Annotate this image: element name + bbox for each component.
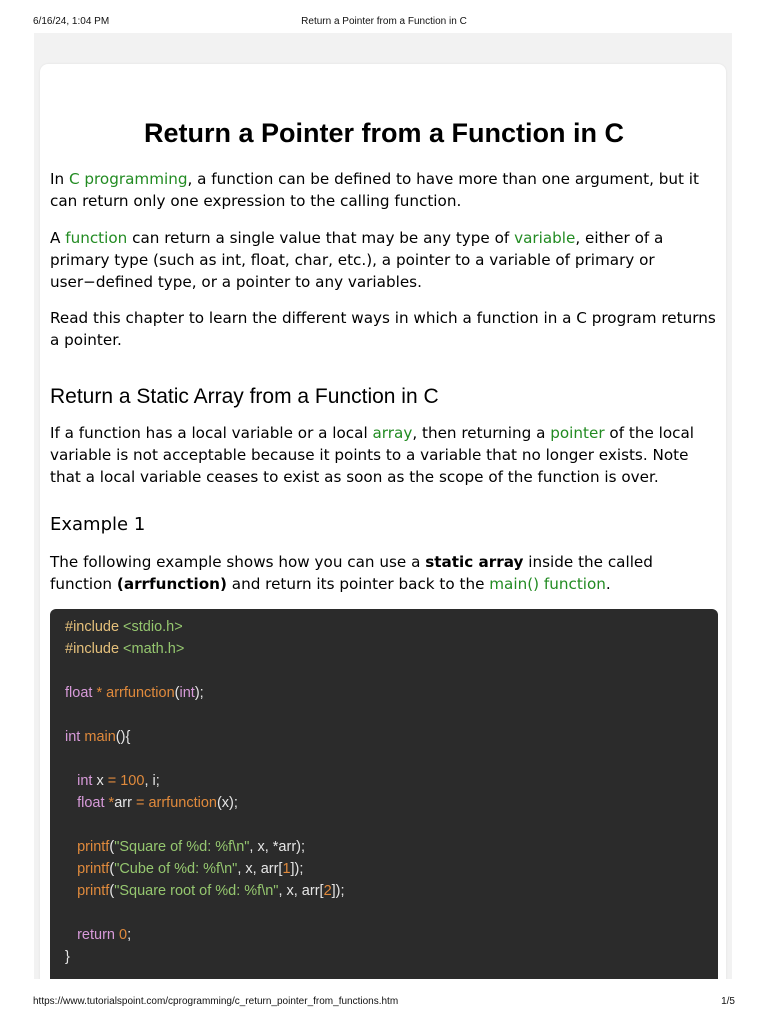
intro-paragraph: [50, 168, 718, 212]
code-line: [65, 880, 718, 902]
text: inside the called function: [50, 553, 653, 593]
code-token: int: [77, 773, 93, 789]
print-date: 6/16/24, 1:04 PM: [33, 16, 110, 27]
link-variable[interactable]: variable: [514, 229, 576, 247]
text: of the local variable is not acceptable because it points to a variable that no longer exists. Note that a local variable ceases to exist as soon as the scope of the function is over.: [50, 424, 695, 486]
code-token: , x, arr[: [237, 861, 283, 877]
code-token: , x, arr[: [278, 883, 324, 899]
function-paragraph: [50, 227, 718, 293]
link-main-function[interactable]: main() function: [489, 575, 606, 593]
link-pointer[interactable]: pointer: [550, 424, 605, 442]
code-token: ;: [127, 927, 132, 943]
code-line: [65, 638, 718, 660]
page-title: Return a Pointer from a Function in C: [143, 118, 624, 148]
text: , a function can be defined to have more than one argument, but it can return only one expression to the calling function.: [50, 170, 699, 210]
link-c-programming[interactable]: C programming: [68, 170, 188, 188]
code-token: <math.h>: [123, 641, 185, 657]
text: .: [605, 575, 611, 593]
code-token: [65, 927, 77, 943]
code-token: [65, 883, 77, 899]
text: A: [50, 229, 66, 247]
link-function[interactable]: function: [65, 229, 128, 247]
code-token: [65, 795, 77, 811]
code-token: float: [65, 685, 93, 701]
code-token: 0: [119, 927, 128, 943]
code-token: *: [108, 795, 115, 811]
code-line: [65, 682, 718, 704]
code-token: 2: [323, 883, 332, 899]
code-line: [65, 792, 718, 814]
text: , then returning a: [412, 424, 551, 442]
code-line: [65, 726, 718, 748]
code-token: printf: [77, 883, 110, 899]
print-url: https://www.tutorialspoint.com/cprogramming/c_return_pointer_from_functions.htm: [33, 996, 399, 1007]
code-token: #include: [65, 619, 120, 635]
code-token: (: [174, 685, 180, 701]
code-line: [65, 616, 718, 638]
print-header: [0, 0, 768, 32]
code-line: [65, 924, 718, 946]
code-token: main: [84, 729, 116, 745]
code-token: (x);: [216, 795, 238, 811]
code-line: [65, 902, 718, 924]
print-page-number: 1/5: [721, 996, 735, 1007]
bold-text: static array: [425, 553, 524, 571]
example-paragraph: [50, 551, 718, 595]
text: can return a single value that may be any type of: [127, 229, 515, 247]
static-array-paragraph: [50, 422, 718, 488]
code-token: float: [77, 795, 105, 811]
print-footer: [0, 994, 768, 1024]
code-token: <stdio.h>: [123, 619, 183, 635]
code-token: , x, *arr);: [249, 839, 306, 855]
bold-text: (arrfunction): [116, 575, 227, 593]
code-token: 100: [120, 773, 145, 789]
code-line: [65, 748, 718, 770]
code-token: }: [65, 949, 70, 965]
code-line: [65, 814, 718, 836]
code-block[interactable]: [50, 609, 718, 979]
code-token: ]);: [331, 883, 345, 899]
code-token: , i;: [144, 773, 160, 789]
code-token: (: [109, 839, 115, 855]
code-token: return: [77, 927, 115, 943]
code-token: [65, 773, 77, 789]
code-line: [65, 660, 718, 682]
code-token: );: [194, 685, 204, 701]
text: If a function has a local variable or a local: [50, 424, 373, 442]
text: The following example shows how you can use a: [50, 553, 426, 571]
code-line: [65, 770, 718, 792]
code-token: [65, 839, 77, 855]
chapter-paragraph: Read this chapter to learn the different ways in which a function in a C program returns a pointer.: [50, 309, 716, 349]
code-token: [65, 861, 77, 877]
code-token: =: [135, 795, 145, 811]
code-token: 1: [282, 861, 291, 877]
code-token: arrfunction: [148, 795, 217, 811]
code-token: #include: [65, 641, 120, 657]
code-token: arr: [114, 795, 136, 811]
section-heading: Return a Static Array from a Function in C: [50, 385, 439, 408]
code-token: *: [96, 685, 103, 701]
code-token: int: [179, 685, 195, 701]
code-token: x: [92, 773, 108, 789]
code-line: [65, 704, 718, 726]
code-line: [65, 946, 718, 968]
code-line: [65, 858, 718, 880]
text: , either of a primary type (such as int, float, char, etc.), a pointer to a variable of primary or user−defined type, or a pointer to any variables.: [50, 229, 664, 291]
code-token: =: [107, 773, 117, 789]
code-token: (: [109, 883, 115, 899]
code-line: [65, 836, 718, 858]
link-array[interactable]: array: [372, 424, 413, 442]
code-token: "Square root of %d: %f\n": [114, 883, 279, 899]
text: In: [50, 170, 69, 188]
text: and return its pointer back to the: [226, 575, 490, 593]
article-card: [40, 64, 726, 979]
print-doc-title: Return a Pointer from a Function in C: [301, 16, 467, 27]
code-token: "Square of %d: %f\n": [114, 839, 250, 855]
page-viewport: [34, 33, 732, 979]
code-token: (){: [115, 729, 131, 745]
code-token: int: [65, 729, 81, 745]
code-token: printf: [77, 839, 110, 855]
code-token: ]);: [290, 861, 304, 877]
example-heading: Example 1: [50, 514, 146, 535]
code-token: (: [109, 861, 115, 877]
code-text: [50, 609, 718, 968]
code-token: printf: [77, 861, 110, 877]
code-token: "Cube of %d: %f\n": [114, 861, 238, 877]
code-token: arrfunction: [106, 685, 175, 701]
